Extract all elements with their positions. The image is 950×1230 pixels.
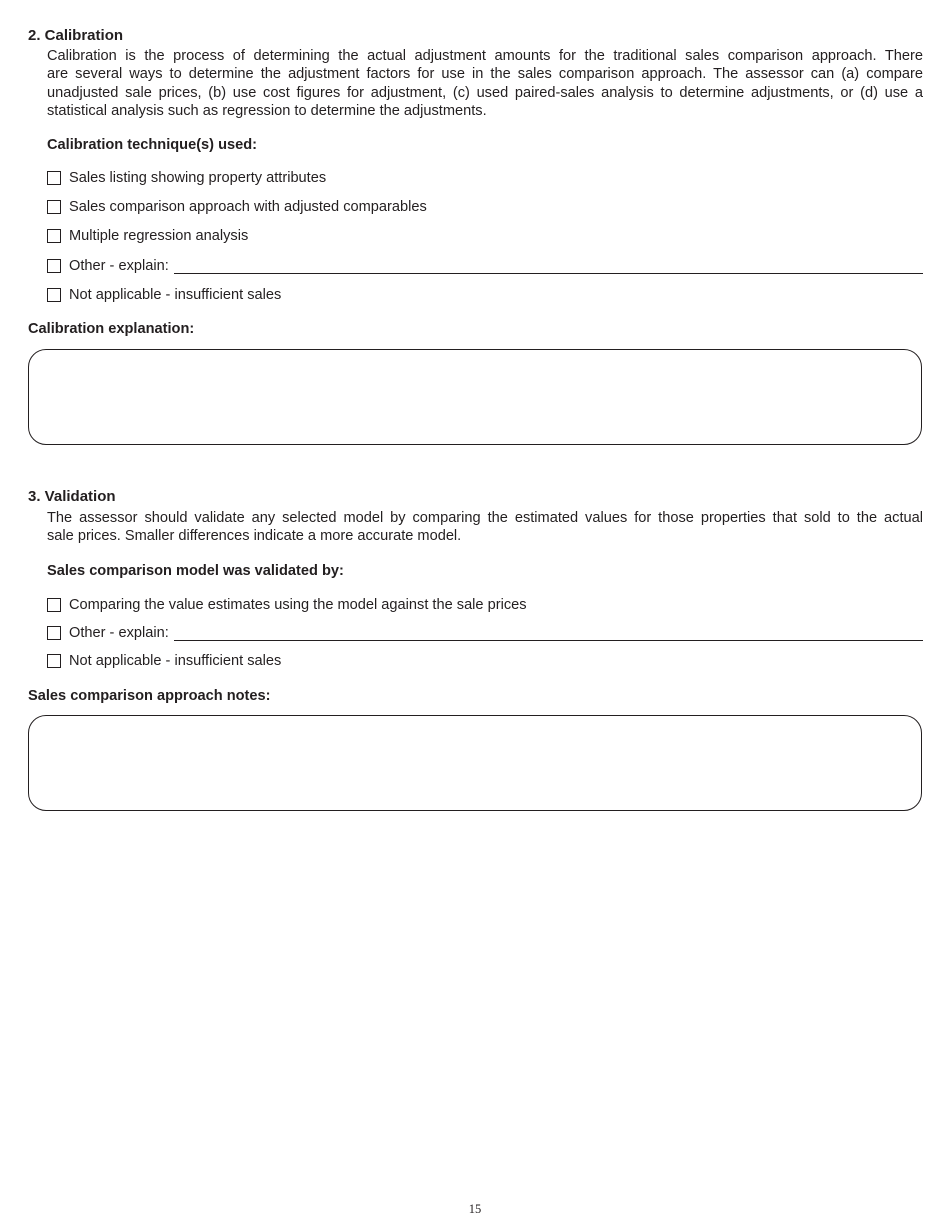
checkbox[interactable] xyxy=(47,229,61,243)
checkbox-label: Comparing the value estimates using the model against the sale prices xyxy=(69,597,527,613)
calibration-paragraph xyxy=(47,47,923,121)
checkbox[interactable] xyxy=(47,171,61,185)
validation-heading: 3. Validation xyxy=(28,488,116,505)
checkbox[interactable] xyxy=(47,598,61,612)
calibration-heading: 2. Calibration xyxy=(28,27,124,44)
checkbox-label: Other - explain: xyxy=(69,258,169,274)
checkbox-label: Other - explain: xyxy=(69,625,169,641)
sales-comparison-notes-box[interactable] xyxy=(28,715,922,811)
other-explain-field[interactable] xyxy=(174,259,923,274)
checkbox-label: Multiple regression analysis xyxy=(69,228,249,244)
checkbox[interactable] xyxy=(47,259,61,273)
calibration-option-sales-listing xyxy=(47,168,923,188)
checkbox[interactable] xyxy=(47,654,61,668)
checkbox-label: Not applicable - insufficient sales xyxy=(69,653,282,669)
validation-option-other xyxy=(47,623,923,643)
validation-paragraph-line: The assessor should validate any selected model by comparing the estimated values for those properties that sold to the actual xyxy=(47,510,923,526)
validation-method-label: Sales comparison model was validated by: xyxy=(47,563,344,579)
calibration-option-multiple-regression xyxy=(47,226,923,246)
calibration-paragraph-line: are several ways to determine the adjustment factors for use in the sales comparison approach. The assessor can (a) compare xyxy=(47,66,923,83)
calibration-paragraph-line: unadjusted sale prices, (b) use cost figures for adjustment, (c) used paired-sales analysis to determine adjustments, or (d) use a xyxy=(47,84,923,101)
calibration-paragraph-line: statistical analysis such as regression to determine the adjustments. xyxy=(47,103,487,120)
calibration-option-other xyxy=(47,256,923,276)
validation-option-compare-estimates xyxy=(47,595,923,615)
checkbox[interactable] xyxy=(47,288,61,302)
validation-paragraph-line: sale prices. Smaller differences indicate a more accurate model. xyxy=(47,528,462,545)
calibration-explanation-box[interactable] xyxy=(28,349,922,445)
checkbox-label: Sales comparison approach with adjusted comparables xyxy=(69,199,427,215)
validation-option-not-applicable xyxy=(47,651,923,671)
calibration-paragraph-line: Calibration is the process of determining the actual adjustment amounts for the traditional sales comparison approach. There xyxy=(47,48,923,64)
page-number: 15 xyxy=(468,1202,482,1216)
calibration-explanation-label: Calibration explanation: xyxy=(28,321,195,337)
other-explain-field[interactable] xyxy=(174,626,923,641)
calibration-techniques-label: Calibration technique(s) used: xyxy=(47,137,258,153)
checkbox-label: Sales listing showing property attributes xyxy=(69,170,327,186)
calibration-option-not-applicable xyxy=(47,285,923,305)
checkbox[interactable] xyxy=(47,200,61,214)
checkbox-label: Not applicable - insufficient sales xyxy=(69,287,282,303)
checkbox[interactable] xyxy=(47,626,61,640)
calibration-option-adjusted-comparables xyxy=(47,197,923,217)
validation-paragraph xyxy=(47,509,923,546)
sales-comparison-notes-label: Sales comparison approach notes: xyxy=(28,688,271,704)
